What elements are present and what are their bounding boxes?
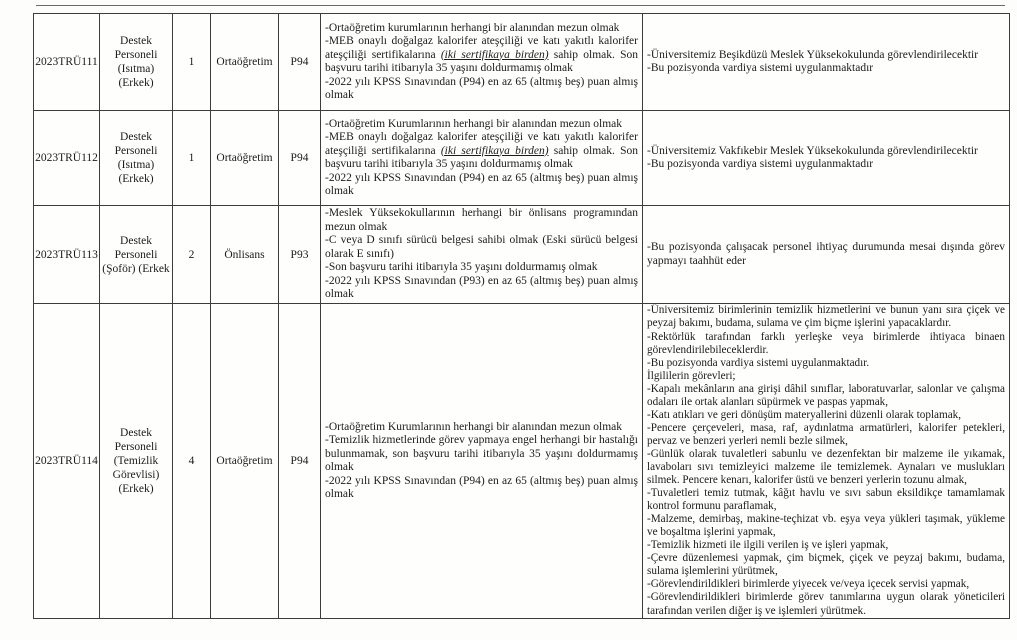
text-segment: -Kapalı mekânların ana girişi dâhil sınıflar, laboratuvarlar, salonlar ve çalışma odaları ile ortak alanları süpürmek ve paspas yapmak, (647, 382, 1005, 408)
kpss-score-type: P93 (290, 248, 309, 261)
quota-count: 2 (188, 248, 195, 261)
table-row (34, 14, 1009, 111)
text-segment: (iki sertifikaya birden) (440, 144, 549, 157)
text-segment: -2022 yılı KPSS Sınavından (P94) en az 65 (altmış beş) puan almış olmak (325, 474, 638, 500)
text-line (647, 539, 1005, 552)
text-segment: -Çevre düzenlemesi yapmak, çim biçmek, çiçek ve peyzaj bakımı, budama, sulama işlemlerini yürütmek, (647, 552, 1005, 578)
job-code-cell (34, 14, 100, 110)
quota-count: 4 (188, 455, 195, 467)
job-code: 2023TRÜ113 (35, 248, 98, 261)
kpss-score-type: P94 (290, 455, 309, 467)
quota-cell (173, 304, 211, 618)
position-title: Destek Personeli (Isıtma) (Erkek) (114, 35, 158, 89)
text-segment: -Görevlendirildikleri birimlerde görev tanımlarına uygun olarak yöneticileri tarafından verilen diğer iş ve işlemleri yürütmek. (647, 591, 1005, 617)
text-line (325, 234, 638, 261)
text-segment: -Ortaöğretim Kurumlarının herhangi bir alanından mezun olmak (325, 117, 622, 130)
text-segment: -Bu pozisyonda çalışacak personel ihtiyaç durumunda mesai dışında görev yapmayı taahhüt eder (647, 241, 1005, 267)
text-line (647, 578, 1005, 591)
kpss-score-type: P94 (290, 152, 309, 164)
kpss-score-type: P94 (290, 56, 309, 68)
text-segment: -2022 yılı KPSS Sınavından (P94) en az 65 (altmış beş) puan almış olmak (325, 171, 638, 197)
text-segment: -Üniversitemiz birimlerinin temizlik hizmetlerini ve bunun yanı sıra çiçek ve peyzaj bakımı, budama, sulama ve çim biçme işlerini yapacaklardır. (647, 304, 1005, 330)
requirements-cell (321, 304, 643, 618)
text-line (325, 22, 638, 36)
table-row (34, 111, 1009, 206)
kpss-score-cell (279, 304, 321, 618)
notes-cell (643, 111, 1009, 205)
table-top-remnant-line (36, 5, 1005, 6)
education-level: Ortaöğretim (216, 152, 273, 164)
text-line (647, 487, 1005, 513)
text-segment: -Temizlik hizmetlerinde görev yapmaya engel herhangi bir hastalığı bulunmamak, son başvuru tarihi itibarıyla 35 yaşını doldurmamış olmak (325, 434, 638, 473)
table-row (34, 206, 1009, 304)
position-cell (100, 206, 173, 303)
text-line (647, 304, 1005, 330)
job-code: 2023TRÜ114 (35, 455, 98, 467)
job-code-cell (34, 304, 100, 618)
text-line (647, 370, 1005, 383)
education-cell (211, 304, 279, 618)
job-code-cell (34, 206, 100, 303)
job-postings-table (33, 13, 1010, 619)
position-title: Destek Personeli (Isıtma) (Erkek) (114, 131, 158, 185)
text-segment: -Tuvaletleri temiz tutmak, kâğıt havlu ve sıvı sabun eksildikçe tamamlamak kontrol formunu paraflamak, (647, 487, 1005, 513)
position-title: Destek Personeli (Temizlik Görevlisi) (Erkek) (112, 427, 160, 495)
text-segment: -MEB onaylı doğalgaz kalorifer ateşçiliği ve katı yakıtlı kalorifer ateşçiliği sertifikalarına (325, 35, 638, 61)
text-segment: -Günlük olarak tuvaletleri sabunlu ve dezenfektan bir malzeme ile yıkamak, lavaboları sıvı temizleyici malzeme ile temizlemek. Aynaları ve muslukları silmek. Pencere kenarı, kalorifer üstü ve benzeri yerlerin tozunu almak, (647, 447, 1005, 487)
quota-cell (173, 111, 211, 205)
quota-count: 1 (188, 56, 195, 68)
text-line (647, 62, 1005, 76)
education-cell (211, 111, 279, 205)
position-cell (100, 304, 173, 618)
text-segment: -Bu pozisyonda vardiya sistemi uygulanmaktadır (647, 158, 874, 170)
text-line (325, 35, 638, 76)
education-level: Ortaöğretim (216, 56, 273, 68)
text-line (325, 261, 638, 275)
text-segment: -Pencere çerçeveleri, masa, raf, aydınlatma armatürleri, kalorifer petekleri, pervaz ve benzeri yerleri nemli bezle silmek, (647, 421, 1005, 447)
job-code: 2023TRÜ112 (35, 152, 98, 164)
notes-cell (643, 304, 1009, 618)
text-line (647, 422, 1005, 448)
text-segment: -2022 yılı KPSS Sınavından (P93) en az 65 (altmış beş) puan almış olmak (325, 274, 638, 301)
text-line (647, 357, 1005, 370)
text-line (647, 383, 1005, 409)
text-segment: -Ortaöğretim Kurumlarının herhangi bir alanından mezun olmak (325, 420, 622, 433)
quota-cell (173, 206, 211, 303)
text-line (325, 475, 638, 502)
text-segment: sahip olmak. Son başvuru tarihi itibarıyla 35 yaşını doldurmamış olmak (325, 48, 638, 74)
text-line (647, 552, 1005, 578)
text-segment: -Temizlik hizmeti ile ilgili verilen iş ve işleri yapmak, (647, 539, 889, 552)
quota-cell (173, 14, 211, 110)
kpss-score-cell (279, 111, 321, 205)
text-segment: -MEB onaylı doğalgaz kalorifer ateşçiliği ve katı yakıtlı kalorifer ateşçiliği sertifikalarına (325, 131, 638, 157)
requirements-cell (321, 14, 643, 110)
position-title: Destek Personeli (Şoför) (Erkek (102, 234, 170, 275)
education-cell (211, 14, 279, 110)
text-segment: -Malzeme, demirbaş, makine-teçhizat vb. eşya veya yükleri taşımak, yükleme ve boşaltma işlerini yapmak, (647, 513, 1005, 539)
position-cell (100, 14, 173, 110)
table-row (34, 304, 1009, 618)
text-segment: sahip olmak. Son başvuru tarihi itibarıyla 35 yaşını doldurmamış olmak (325, 144, 638, 170)
text-line (647, 145, 1005, 159)
text-segment: -2022 yılı KPSS Sınavından (P94) en az 65 (altmış beş) puan almış olmak (325, 75, 638, 101)
text-line (647, 513, 1005, 539)
quota-count: 1 (188, 152, 195, 164)
education-level: Önlisans (224, 248, 265, 261)
text-segment: -Üniversitemiz Vakfıkebir Meslek Yüksekokulunda görevlendirilecektir (647, 144, 978, 157)
text-segment: -Katı atıkları ve geri dönüşüm materyallerini düzenli olarak toplamak, (647, 408, 962, 421)
notes-cell (643, 206, 1009, 303)
job-code: 2023TRÜ111 (35, 56, 98, 68)
text-line (647, 241, 1005, 268)
text-line (325, 421, 638, 435)
education-cell (211, 206, 279, 303)
education-level: Ortaöğretim (216, 455, 273, 467)
job-code-cell (34, 111, 100, 205)
text-line (647, 49, 1005, 63)
text-segment: -Rektörlük tarafından farklı yerleşke veya birimlerde ihtiyaca binaen görevlendirilebileceklerdir. (647, 330, 1005, 356)
text-line (647, 448, 1005, 487)
notes-cell (643, 14, 1009, 110)
text-line (325, 172, 638, 199)
requirements-cell (321, 111, 643, 205)
text-segment: -C veya D sınıfı sürücü belgesi sahibi olmak (Eski sürücü belgesi olarak E sınıfı) (325, 234, 638, 260)
text-segment: -Bu pozisyonda vardiya sistemi uygulanmaktadır. (647, 356, 870, 369)
text-segment: -Ortaöğretim kurumlarının herhangi bir alanından mezun olmak (325, 21, 620, 34)
text-segment: -Meslek Yüksekokullarının herhangi bir önlisans programından mezun olmak (325, 207, 638, 233)
text-segment: İlgililerin görevleri; (647, 369, 736, 382)
text-line (647, 591, 1005, 617)
text-segment: -Son başvuru tarihi itibarıyla 35 yaşını doldurmamış olmak (325, 261, 598, 274)
text-line (325, 76, 638, 103)
text-segment: -Bu pozisyonda vardiya sistemi uygulanmaktadır (647, 62, 874, 74)
position-cell (100, 111, 173, 205)
text-line (647, 409, 1005, 422)
text-segment: -Görevlendirildikleri birimlerde yiyecek ve/veya içecek servisi yapmak, (647, 578, 970, 591)
kpss-score-cell (279, 14, 321, 110)
text-line (325, 275, 638, 302)
text-line (647, 158, 1005, 172)
text-segment: (iki sertifikaya birden) (440, 48, 549, 61)
kpss-score-cell (279, 206, 321, 303)
text-line (647, 331, 1005, 357)
requirements-cell (321, 206, 643, 303)
text-line (325, 207, 638, 234)
text-line (325, 118, 638, 132)
text-line (325, 434, 638, 475)
text-line (325, 131, 638, 172)
text-segment: -Üniversitemiz Beşikdüzü Meslek Yüksekokulunda görevlendirilecektir (647, 48, 979, 61)
